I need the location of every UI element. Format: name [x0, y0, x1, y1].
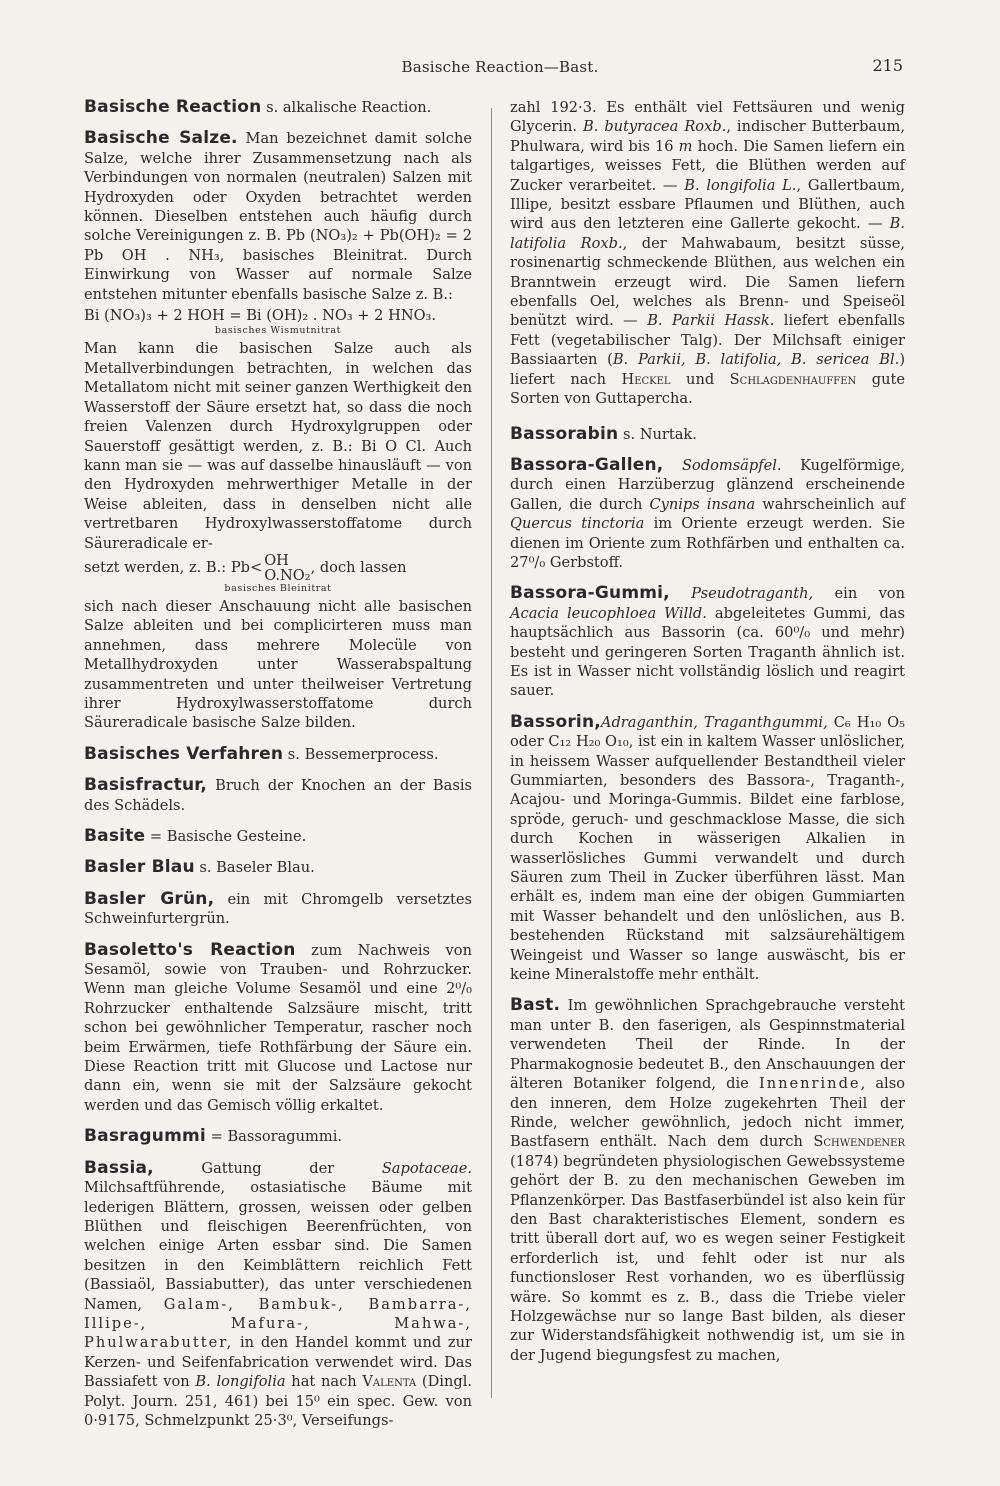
entry-bassora-gallen [510, 456, 905, 572]
headword: Basisfractur, [84, 775, 207, 796]
taxon-name: B. longifolia L. [684, 176, 797, 194]
entry-basite [84, 827, 472, 846]
headword: Bast. [510, 995, 561, 1016]
entry-bast [510, 996, 905, 1365]
headword: Basite [84, 826, 146, 846]
entry-text: Gattung der [153, 1159, 382, 1177]
taxon-name: B. latifolia Roxb. [510, 215, 905, 252]
synonym: Adraganthin, Traganthgummi, [600, 713, 828, 731]
entry-text: ) liefert nach [510, 351, 906, 388]
entry-bassorin [510, 713, 905, 985]
headword: Bassia, [84, 1157, 154, 1178]
headword: Basoletto's Reaction [84, 939, 296, 960]
formula-lead: setzt werden, z. B.: Pb< [84, 559, 263, 577]
entry-text: , der Mahwabaum, besitzt süsse, rosinenartig schmeckende Blüthen, aus welchen ein Branntwein erzeugt wird. Die Samen liefern ebenfalls Oel, welches als Brenn- und Speiseöl benützt wird. — [510, 234, 906, 330]
entry-basler-gruen [84, 890, 472, 929]
synonym: Sodomsäpfel. [663, 456, 782, 474]
formula-tail: , doch lassen [310, 559, 407, 577]
entry-text: sich nach dieser Anschauung nicht alle basischen Salze ableiten und bei complicirteren muss man annehmen, dass mehrere Molecüle von Metallhydroxyden unter Wasserabspaltung zusammentreten und unter theilweiser Vertretung ihrer Hydroxylwasserstoffatome durch Säureradicale basische Salze bilden. [84, 597, 472, 732]
taxon-name: Quercus tinctoria [510, 515, 645, 533]
entry-text: Kugelförmige, durch einen Harzüberzug glänzend erscheinende Gallen, die durch [510, 456, 905, 513]
spaced-text: Innenrinde [758, 1075, 861, 1093]
entry-text: und [670, 370, 730, 388]
entry-text: gute Sorten von Guttapercha. [510, 370, 905, 408]
taxon-name: B. Parkii Hassk. [647, 312, 775, 330]
headword: Basragummi [84, 1126, 206, 1147]
entry-text: s. Nurtak. [618, 425, 697, 443]
entry-text: , also den inneren, dem Holze zugekehrten Theil der Rinde, welcher gewöhnlich, jedoch nicht immer, Bastfasern enthält. Nach dem durch [510, 1075, 905, 1151]
author-name: Schwendener [813, 1133, 905, 1151]
formula-caption: basisches Bleinitrat [224, 582, 332, 594]
entry-text: zahl 192·3. Es enthält viel Fettsäuren und wenig Glycerin. [510, 99, 905, 136]
entry-text: hoch. Die Samen liefern ein talgartiges, weisses Fett, die Blüthen werden auf Zucker verarbeitet. — [510, 137, 905, 194]
entry-text: (1874) begründeten physiologischen Gewebssysteme gehört der B. zu den mechanischen Geweben im Pflanzenkörper. Das Bastfaserbündel ist also kein für den Bast charakteristisches Element, sondern es tritt überall dort auf, wo es wegen seiner Festigkeit erforderlich ist, und fehlt oder ist nur als functionsloser Rest vorhanden, wo es überflüssig wäre. So kommt es z. B., dass die Triebe vieler Holzgewächse nur so lange Bast bilden, als dieser zur Widerstandsfähigkeit nothwendig ist, um sie in der Jugend biegungsfest zu machen, [510, 1152, 905, 1364]
taxon-name: B. butyracea Roxb. [583, 118, 727, 136]
entry-text: Im gewöhnlichen Sprachgebrauche versteht man unter B. den faserigen, als Gespinnstmaterial verwendeten Theil der Rinde. In der Pharmakognosie bedeutet B., den Anschauungen der älteren Botaniker folgend, die [510, 997, 905, 1093]
entry-text: Man kann die basischen Salze auch als Metallverbindungen betrachten, in welchen das Metallatom nicht mit seiner ganzen Werthigkeit den Wasserstoff der Säure ersetzt hat, so dass die noch freien Valenzen durch Hydroxylgruppen oder Sauerstoff gesättigt werden, z. B.: Bi O Cl. Auch kann man sie — was auf dasselbe hinausläuft — von den Hydroxyden mehrwerthiger Metalle in der Weise ableiten, dass in denselben nicht alle vertretbaren Hydroxylwasserstoffatome durch Säureradicale er- [84, 340, 472, 552]
synonym: Pseudotraganth, [669, 585, 814, 603]
entry-text: ein von [813, 585, 905, 603]
headword: Basische Reaction [84, 97, 262, 117]
formula-bottom: O.NO₂ [264, 566, 311, 584]
entry-text: , indischer Butterbaum, Phulwara, wird bis 16 [510, 118, 905, 155]
entry-basisfractur [84, 776, 472, 815]
entry-text: s. Baseler Blau. [194, 859, 315, 877]
headword: Basisches Verfahren [84, 743, 284, 764]
unit: m [678, 137, 693, 155]
left-column [84, 98, 472, 1442]
headword: Bassorabin [510, 423, 619, 444]
entry-text: Bruch der Knochen an der Basis des Schädels. [84, 777, 472, 814]
author-name: Schlagdenhauffen [729, 370, 857, 388]
taxon-name: Acacia leucophloea Willd. [510, 604, 707, 622]
running-header: Basische Reaction—Bast. [401, 58, 599, 76]
spaced-text: Galam-, Bambuk-, Bambarra-, Illipe-, Mafura-, Mahwa-, Phulwarabutter, [84, 1295, 472, 1352]
entry-text: Man bezeichnet damit solche Salze, welche ihrer Zusammensetzung nach als Verbindungen von normalen (neutralen) Salzen mit Hydroxyden oder Oxyden betrachtet werden können. Dieselben entstehen auch häufig durch solche Vereinigungen z. B. Pb (NO₃)₂ + Pb(OH)₂ = 2 Pb OH . NH₃, basisches Bleinitrat. Durch Einwirkung von Wasser auf normale Salze entstehen mitunter ebenfalls basische Salze z. B.: [84, 130, 473, 303]
formula-bleinitrat [84, 553, 472, 583]
entry-text: = Basische Gesteine. [145, 828, 307, 845]
entry-basische-reaction [84, 98, 472, 117]
author-name: Heckel [621, 370, 671, 388]
entry-text: ein mit Chromgelb versetztes Schweinfurtergrün. [84, 890, 473, 928]
headword: Basische Salze. [84, 128, 238, 149]
entry-text: wahrscheinlich auf [755, 495, 905, 513]
formula-caption: basisches Wismutnitrat [214, 325, 342, 337]
headword: Basler Grün, [84, 888, 215, 909]
entry-text: liefert ebenfalls Fett (vegetabilischer Talg). Der Milchsaft einiger Bassiaarten ( [510, 312, 905, 369]
entry-text: Milchsaftführende, ostasiatische Bäume mit lederigen Blättern, grossen, weissen oder gelben Blüthen und fleischigen Beerenfrüchten, von welchen einige Arten essbar sind. Die Samen besitzen in den Keimblättern reichlich Fett (Bassiaöl, Bassiabutter), das unter verschiedenen Namen, [84, 1179, 472, 1313]
author-name: Valenta [362, 1373, 417, 1391]
entry-text: zum Nachweis von Sesamöl, sowie von Trauben- und Rohrzucker. Wenn man gleiche Volume Sesamöl und eine 2⁰/₀ Rohrzucker enthaltende Salzsäure mischt, tritt schon bei gewöhnlicher Temperatur, rascher noch beim Erwärmen, tiefe Rothfärbung der Säure ein. Diese Reaction tritt mit Glucose und Lactose nur dann ein, wenn sie mit der Salzsäure gekocht werden und das Gemisch völlig erkaltet. [84, 941, 472, 1114]
entry-text: in den Handel kommt und zur Kerzen- und Seifenfabrication verwendet wird. Das Bassiafett von [84, 1334, 472, 1391]
headword: Bassorin, [510, 711, 601, 732]
entry-bassora-gummi [510, 584, 905, 700]
taxon-name: B. longifolia [195, 1373, 286, 1391]
headword: Bassora-Gallen, [510, 454, 664, 475]
entry-basische-salze [84, 129, 472, 732]
entry-text: , Gallertbaum, Illipe, besitzt essbare Pflaumen und Blüthen, auch wird aus den letzteren eine Gallerte gekocht. — [510, 176, 905, 233]
entry-bassia-continued [510, 98, 905, 409]
entry-text: im Oriente erzeugt werden. Sie dienen im Oriente zum Rothfärben und enthalten ca. 27⁰/₀ Gerbstoff. [510, 515, 906, 571]
entry-bassorabin [510, 425, 905, 444]
entry-text: hat nach [285, 1373, 363, 1391]
headword: Bassora-Gummi, [510, 583, 670, 604]
entry-basolettos-reaction [84, 941, 472, 1116]
formula-top: OH [264, 551, 289, 569]
entry-basragummi [84, 1127, 472, 1146]
formula-fraction [264, 553, 310, 583]
entry-text: abgeleitetes Gummi, das hauptsächlich aus Bassorin (ca. 60⁰/₀ und mehr) besteht und geringeren Sorten Traganth ähnlich ist. Es ist in Wasser nicht vollständig löslich und reagirt sauer. [510, 604, 905, 700]
taxon-name: Sapotaceae. [381, 1159, 472, 1177]
entry-text: s. alkalische Reaction. [261, 99, 432, 116]
entry-text: (Dingl. Polyt. Journ. 251, 461) bei 15⁰ ein spec. Gew. von 0·9175, Schmelzpunkt 25·3⁰, Verseifungs- [84, 1373, 472, 1429]
column-divider [491, 108, 492, 1398]
entry-text: C₆ H₁₀ O₅ oder C₁₂ H₂₀ O₁₀, ist ein in kaltem Wasser unlöslicher, in heissem Wasser aufquellender Bestandtheil vieler Gummiarten, besonders des Bassora-, Traganth-, Acajou- und Moringa-Gummis. Bildet eine farblose, spröde, geruch- und geschmacklose Masse, die sich durch Kochen in wässerigen Alkalien in wasserlösliches Gummi verwandelt und durch Säuren zum Theil in Zucker überführen lässt. Man erhält es, indem man eine der obigen Gummiarten mit Wasser behandelt und den unlöslichen, aus B. bestehenden Rückstand mit salzsäurehältigem Weingeist und Wasser so lange auswäscht, bis er keine Mineralstoffe mehr enthält. [510, 713, 905, 984]
entry-basler-blau [84, 858, 472, 877]
headword: Basler Blau [84, 857, 195, 878]
formula-wismutnitrat: Bi (NO₃)₃ + 2 HOH = Bi (OH)₂ . NO₃ + 2 HNO₃. [84, 307, 437, 325]
taxon-name: B. Parkii, B. latifolia, B. sericea Bl. [612, 351, 900, 369]
entry-basisches-verfahren [84, 745, 472, 764]
right-column [510, 98, 905, 1377]
entry-text: s. Bessemerprocess. [283, 745, 439, 763]
entry-bassia [84, 1159, 472, 1431]
page-number: 215 [872, 56, 903, 75]
taxon-name: Cynips insana [649, 495, 756, 513]
entry-text: = Bassoragummi. [205, 1128, 343, 1146]
